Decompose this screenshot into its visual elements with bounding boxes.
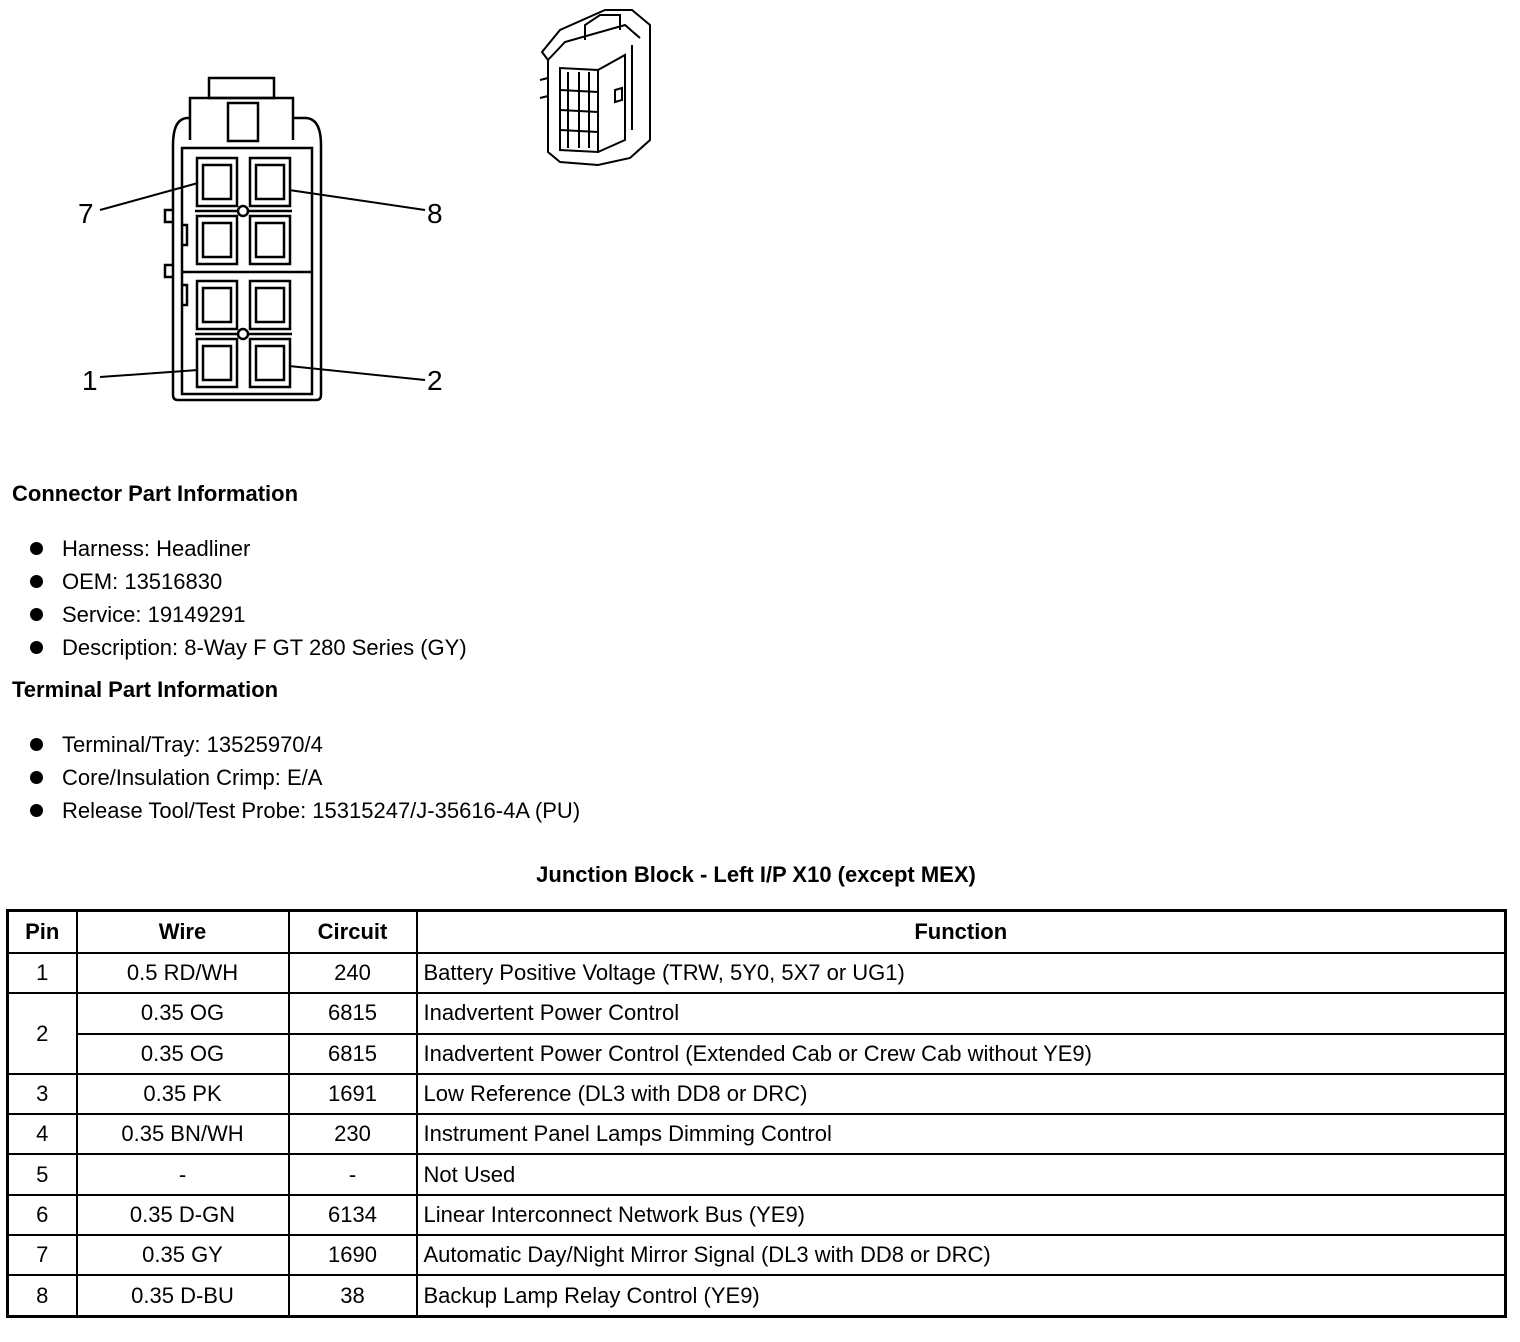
list-item: Terminal/Tray: 13525970/4 [0,728,580,761]
list-item: Description: 8-Way F GT 280 Series (GY) [0,631,467,664]
circuit-cell: 6134 [289,1195,417,1235]
table-row [8,1275,1506,1316]
list-item: Release Tool/Test Probe: 15315247/J-35616-4A (PU) [0,794,580,827]
table-row [8,953,1506,993]
list-item: Harness: Headliner [0,532,467,565]
function-cell: Inadvertent Power Control [417,993,1506,1033]
terminal-part-info-list [0,728,580,827]
wire-cell: 0.35 GY [77,1235,289,1275]
function-cell: Instrument Panel Lamps Dimming Control [417,1114,1506,1154]
pinout-table [6,909,1507,1318]
pin-cell: 5 [8,1154,77,1194]
circuit-cell: - [289,1154,417,1194]
circuit-cell: 230 [289,1114,417,1154]
table-row [8,1114,1506,1154]
table-row [8,1195,1506,1235]
connector-figure [0,0,700,420]
table-row [8,993,1506,1033]
column-header-circuit: Circuit [289,911,417,954]
pin-label-8: 8 [427,198,443,229]
circuit-cell: 38 [289,1275,417,1316]
pin-cell: 3 [8,1074,77,1114]
function-cell: Automatic Day/Night Mirror Signal (DL3 with DD8 or DRC) [417,1235,1506,1275]
pin-cell: 8 [8,1275,77,1316]
circuit-cell: 6815 [289,1034,417,1074]
function-cell: Battery Positive Voltage (TRW, 5Y0, 5X7 or UG1) [417,953,1506,993]
column-header-function: Function [417,911,1506,954]
wire-cell: 0.35 BN/WH [77,1114,289,1154]
terminal-part-info-heading: Terminal Part Information [12,677,279,702]
pin-cell: 7 [8,1235,77,1275]
wire-cell: 0.5 RD/WH [77,953,289,993]
connector-face-drawing [0,0,700,420]
function-cell: Not Used [417,1154,1506,1194]
connector-part-info-heading: Connector Part Information [12,481,299,506]
function-cell: Linear Interconnect Network Bus (YE9) [417,1195,1506,1235]
column-header-wire: Wire [77,911,289,954]
circuit-cell: 240 [289,953,417,993]
table-row [8,1235,1506,1275]
circuit-cell: 1690 [289,1235,417,1275]
circuit-cell: 1691 [289,1074,417,1114]
pin-label-7: 7 [78,198,94,229]
wire-cell: 0.35 OG [77,1034,289,1074]
wire-cell: 0.35 D-BU [77,1275,289,1316]
wire-cell: 0.35 OG [77,993,289,1033]
list-item: Core/Insulation Crimp: E/A [0,761,580,794]
function-cell: Backup Lamp Relay Control (YE9) [417,1275,1506,1316]
wire-cell: 0.35 PK [77,1074,289,1114]
function-cell: Low Reference (DL3 with DD8 or DRC) [417,1074,1506,1114]
wire-cell: - [77,1154,289,1194]
pin-cell: 1 [8,953,77,993]
pin-cell: 6 [8,1195,77,1235]
table-header-row [8,911,1506,954]
table-title: Junction Block - Left I/P X10 (except MEX) [536,862,976,887]
circuit-cell: 6815 [289,993,417,1033]
pin-label-2: 2 [427,365,443,396]
connector-part-info-list [0,532,467,664]
wire-cell: 0.35 D-GN [77,1195,289,1235]
function-cell: Inadvertent Power Control (Extended Cab or Crew Cab without YE9) [417,1034,1506,1074]
list-item: Service: 19149291 [0,598,467,631]
table-row [8,1034,1506,1074]
pin-cell: 4 [8,1114,77,1154]
column-header-pin: Pin [8,911,77,954]
connector-iso-thumbnail [540,10,650,165]
pin-label-1: 1 [82,365,98,396]
list-item: OEM: 13516830 [0,565,467,598]
table-row [8,1074,1506,1114]
pin-cell: 2 [8,993,77,1074]
table-row [8,1154,1506,1194]
